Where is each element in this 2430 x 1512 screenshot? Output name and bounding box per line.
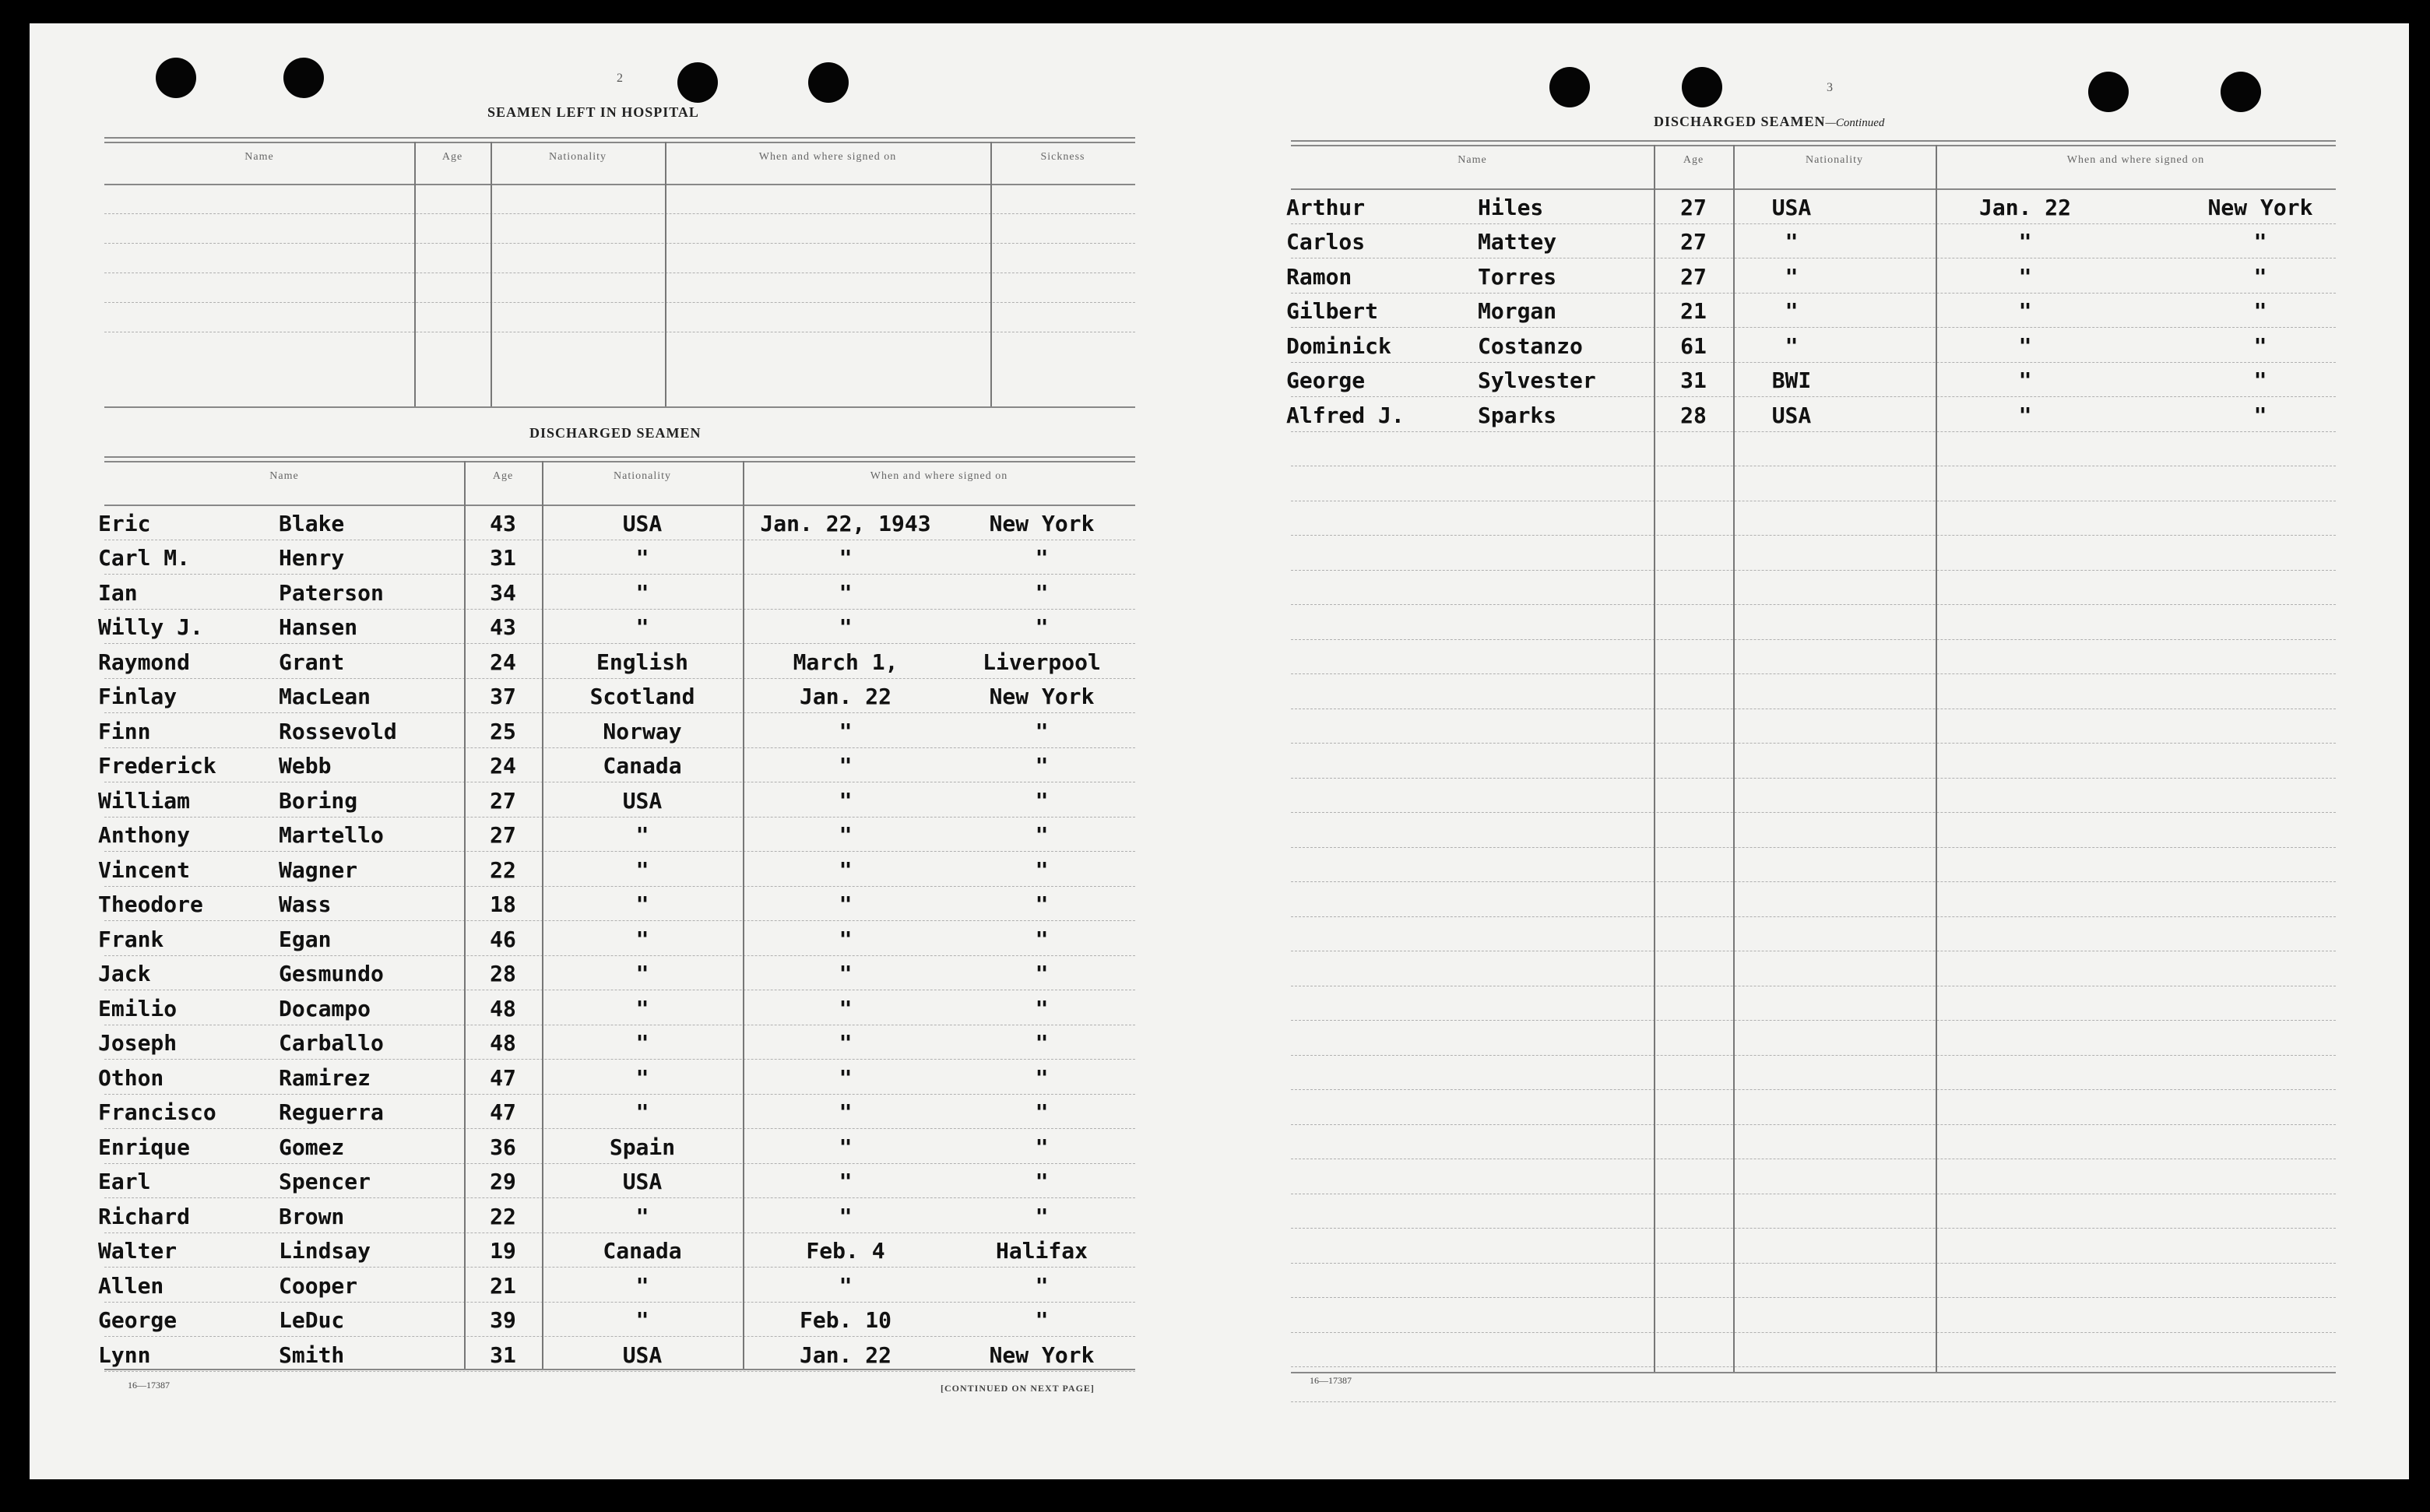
signed-on-date: " xyxy=(839,995,853,1021)
signed-on-date: " xyxy=(839,856,853,883)
signed-on-place: New York xyxy=(989,684,1095,709)
age: 24 xyxy=(490,649,516,675)
first-name: Francisco xyxy=(98,1099,216,1125)
column-line xyxy=(990,142,992,406)
last-name: Gesmundo xyxy=(279,961,384,986)
last-name: MacLean xyxy=(279,684,371,709)
signed-on-place: " xyxy=(1035,753,1049,779)
signed-on-date: " xyxy=(839,787,853,814)
age: 18 xyxy=(490,891,516,917)
table-rule xyxy=(104,505,1135,506)
signed-on-date: Jan. 22 xyxy=(799,684,891,709)
signed-on-place: " xyxy=(1035,1064,1049,1091)
column-header: Age xyxy=(492,470,514,482)
nationality: BWI xyxy=(1771,367,1812,393)
first-name: Anthony xyxy=(98,822,191,848)
first-name: Ian xyxy=(98,579,138,606)
signed-on-date: " xyxy=(839,1272,853,1299)
signed-on-place: " xyxy=(1035,822,1049,848)
age: 25 xyxy=(490,718,516,744)
table-rule xyxy=(1291,188,2336,190)
table-rule xyxy=(1291,145,2336,146)
nationality: " xyxy=(1785,298,1799,324)
nationality: Scotland xyxy=(589,684,695,709)
row-line xyxy=(104,609,1135,610)
last-name: Rossevold xyxy=(279,718,397,744)
row-line xyxy=(104,213,1135,214)
continued-note: [CONTINUED ON NEXT PAGE] xyxy=(941,1383,1095,1394)
signed-on-date: " xyxy=(839,1134,853,1160)
age: 47 xyxy=(490,1099,516,1125)
last-name: Egan xyxy=(279,926,332,952)
table-rule xyxy=(104,456,1135,458)
nationality: English xyxy=(596,649,688,675)
row-line xyxy=(1291,570,2336,571)
last-name: Carballo xyxy=(279,1030,384,1056)
form-number: 16—17387 xyxy=(1310,1375,1352,1386)
page-number: 2 xyxy=(617,72,623,85)
signed-on-date: " xyxy=(2018,332,2032,359)
first-name: Jack xyxy=(98,961,151,986)
signed-on-date: " xyxy=(839,614,853,640)
row-line xyxy=(1291,1263,2336,1264)
signed-on-date: " xyxy=(839,545,853,571)
nationality: " xyxy=(635,891,649,917)
first-name: Lynn xyxy=(98,1341,151,1368)
signed-on-date: " xyxy=(839,961,853,986)
last-name: Webb xyxy=(279,753,332,779)
signed-on-place: Halifax xyxy=(995,1238,1088,1264)
nationality: " xyxy=(635,1307,649,1333)
row-line xyxy=(1291,673,2336,674)
age: 27 xyxy=(1680,263,1707,290)
last-name: Hansen xyxy=(279,614,358,640)
column-header: Nationality xyxy=(1806,154,1863,166)
first-name: Willy J. xyxy=(98,614,203,640)
nationality: " xyxy=(635,1099,649,1125)
nationality: Spain xyxy=(609,1134,676,1160)
row-line xyxy=(1291,812,2336,813)
last-name: Sparks xyxy=(1478,402,1557,428)
signed-on-date: " xyxy=(2018,229,2032,255)
first-name: Finn xyxy=(98,718,151,744)
signed-on-date: " xyxy=(839,1030,853,1056)
signed-on-place: " xyxy=(1035,995,1049,1021)
first-name: William xyxy=(98,787,191,814)
last-name: Mattey xyxy=(1478,229,1557,255)
title-suffix: —Continued xyxy=(1825,117,1885,129)
row-line xyxy=(104,243,1135,244)
age: 43 xyxy=(490,614,516,640)
table-rule xyxy=(104,1369,1135,1370)
signed-on-date: " xyxy=(839,753,853,779)
row-line xyxy=(1291,1055,2336,1056)
age: 37 xyxy=(490,684,516,709)
nationality: USA xyxy=(1771,402,1812,428)
nationality: " xyxy=(635,822,649,848)
nationality: " xyxy=(635,856,649,883)
age: 28 xyxy=(490,961,516,986)
signed-on-place: New York xyxy=(989,1341,1095,1368)
row-line xyxy=(104,920,1135,921)
row-line xyxy=(1291,639,2336,640)
row-line xyxy=(1291,223,2336,224)
row-line xyxy=(1291,916,2336,917)
first-name: Ramon xyxy=(1286,263,1352,290)
signed-on-date: Feb. 4 xyxy=(806,1238,885,1264)
age: 31 xyxy=(1680,367,1707,393)
nationality: USA xyxy=(622,1341,663,1368)
first-name: Dominick xyxy=(1286,332,1391,359)
nationality: Canada xyxy=(603,753,682,779)
first-name: Alfred J. xyxy=(1286,402,1405,428)
row-line xyxy=(104,851,1135,852)
age: 22 xyxy=(490,1203,516,1229)
nationality: USA xyxy=(622,510,663,536)
first-name: Richard xyxy=(98,1203,191,1229)
row-line xyxy=(104,886,1135,887)
last-name: Brown xyxy=(279,1203,345,1229)
last-name: Torres xyxy=(1478,263,1557,290)
last-name: Henry xyxy=(279,545,345,571)
row-line xyxy=(1291,535,2336,536)
signed-on-date: " xyxy=(2018,402,2032,428)
nationality: " xyxy=(635,961,649,986)
row-line xyxy=(1291,1297,2336,1298)
age: 31 xyxy=(490,1341,516,1368)
signed-on-date: March 1, xyxy=(793,649,899,675)
signed-on-place: " xyxy=(1035,1134,1049,1160)
first-name: Enrique xyxy=(98,1134,191,1160)
row-line xyxy=(104,1197,1135,1198)
signed-on-place: " xyxy=(1035,1030,1049,1056)
row-line xyxy=(104,1128,1135,1129)
table-rule xyxy=(104,142,1135,143)
first-name: George xyxy=(98,1307,178,1333)
signed-on-place: " xyxy=(1035,856,1049,883)
last-name: Martello xyxy=(279,822,384,848)
signed-on-place: " xyxy=(1035,1272,1049,1299)
signed-on-date: " xyxy=(839,1064,853,1091)
column-line xyxy=(414,142,416,406)
nationality: Norway xyxy=(603,718,682,744)
nationality: " xyxy=(1785,229,1799,255)
last-name: Grant xyxy=(279,649,345,675)
table-rule xyxy=(1291,140,2336,142)
age: 27 xyxy=(1680,194,1707,220)
age: 36 xyxy=(490,1134,516,1160)
row-line xyxy=(1291,1124,2336,1125)
column-header: Name xyxy=(269,470,299,482)
column-line xyxy=(491,142,492,406)
column-header: Nationality xyxy=(549,151,607,163)
signed-on-place: " xyxy=(1035,787,1049,814)
row-line xyxy=(104,712,1135,713)
row-line xyxy=(104,678,1135,679)
last-name: Costanzo xyxy=(1478,332,1583,359)
age: 27 xyxy=(490,787,516,814)
table-rule xyxy=(104,184,1135,185)
hospital-title: SEAMEN LEFT IN HOSPITAL xyxy=(487,104,699,120)
signed-on-date: " xyxy=(839,926,853,952)
age: 43 xyxy=(490,510,516,536)
table-rule xyxy=(104,461,1135,462)
signed-on-place: " xyxy=(2253,332,2267,359)
signed-on-date: Feb. 10 xyxy=(799,1307,891,1333)
signed-on-place: " xyxy=(1035,1169,1049,1194)
first-name: Finlay xyxy=(98,684,178,709)
row-line xyxy=(104,643,1135,644)
punch-hole xyxy=(1549,67,1590,107)
last-name: LeDuc xyxy=(279,1307,345,1333)
column-header: When and where signed on xyxy=(758,151,897,163)
first-name: Joseph xyxy=(98,1030,178,1056)
first-name: Arthur xyxy=(1286,194,1366,220)
punch-hole xyxy=(283,58,324,98)
column-header: Sickness xyxy=(1040,151,1085,163)
first-name: Eric xyxy=(98,510,151,536)
signed-on-place: " xyxy=(2253,402,2267,428)
nationality: " xyxy=(1785,263,1799,290)
age: 61 xyxy=(1680,332,1707,359)
table-rule xyxy=(1291,1372,2336,1373)
first-name: Frederick xyxy=(98,753,216,779)
age: 48 xyxy=(490,1030,516,1056)
punch-hole xyxy=(2088,72,2129,112)
row-line xyxy=(1291,327,2336,328)
nationality: " xyxy=(635,1203,649,1229)
last-name: Sylvester xyxy=(1478,367,1596,393)
row-line xyxy=(1291,604,2336,605)
row-line xyxy=(1291,1332,2336,1333)
title-text: DISCHARGED SEAMEN xyxy=(1654,114,1826,129)
table-rule xyxy=(104,137,1135,139)
signed-on-date: " xyxy=(839,891,853,917)
first-name: Raymond xyxy=(98,649,191,675)
age: 21 xyxy=(1680,298,1707,324)
last-name: Wagner xyxy=(279,856,358,883)
last-name: Smith xyxy=(279,1341,345,1368)
nationality: " xyxy=(635,1064,649,1091)
row-line xyxy=(104,1371,1135,1372)
age: 21 xyxy=(490,1272,516,1299)
signed-on-place: " xyxy=(2253,263,2267,290)
signed-on-date: Jan. 22 xyxy=(799,1341,891,1368)
age: 22 xyxy=(490,856,516,883)
age: 24 xyxy=(490,753,516,779)
signed-on-place: " xyxy=(1035,579,1049,606)
signed-on-date: " xyxy=(839,579,853,606)
nationality: " xyxy=(635,1272,649,1299)
last-name: Spencer xyxy=(279,1169,371,1194)
last-name: Boring xyxy=(279,787,358,814)
signed-on-place: " xyxy=(1035,961,1049,986)
last-name: Gomez xyxy=(279,1134,345,1160)
first-name: Carl M. xyxy=(98,545,191,571)
last-name: Docampo xyxy=(279,995,371,1021)
first-name: Theodore xyxy=(98,891,203,917)
last-name: Wass xyxy=(279,891,332,917)
column-header: Name xyxy=(1458,154,1487,166)
age: 39 xyxy=(490,1307,516,1333)
signed-on-date: " xyxy=(2018,367,2032,393)
row-line xyxy=(104,1163,1135,1164)
column-header: Age xyxy=(1683,154,1704,166)
last-name: Lindsay xyxy=(279,1238,371,1264)
first-name: Frank xyxy=(98,926,164,952)
row-line xyxy=(1291,881,2336,882)
form-number: 16—17387 xyxy=(128,1380,170,1391)
row-line xyxy=(1291,1401,2336,1402)
signed-on-place: " xyxy=(1035,614,1049,640)
signed-on-date: " xyxy=(839,718,853,744)
signed-on-place: " xyxy=(1035,1203,1049,1229)
punch-hole xyxy=(2221,72,2261,112)
row-line xyxy=(1291,743,2336,744)
signed-on-place: " xyxy=(2253,367,2267,393)
column-header: When and where signed on xyxy=(2066,154,2205,166)
first-name: Gilbert xyxy=(1286,298,1379,324)
row-line xyxy=(104,1094,1135,1095)
signed-on-date: Jan. 22, 1943 xyxy=(760,510,931,536)
nationality: USA xyxy=(622,1169,663,1194)
nationality: USA xyxy=(1771,194,1812,220)
row-line xyxy=(104,1059,1135,1060)
nationality: " xyxy=(635,579,649,606)
row-line xyxy=(104,302,1135,303)
nationality: USA xyxy=(622,787,663,814)
row-line xyxy=(104,574,1135,575)
signed-on-date: " xyxy=(839,1203,853,1229)
signed-on-place: New York xyxy=(2207,194,2313,220)
signed-on-place: " xyxy=(1035,1099,1049,1125)
column-header: Nationality xyxy=(614,470,671,482)
nationality: " xyxy=(635,545,649,571)
last-name: Blake xyxy=(279,510,345,536)
column-header: Name xyxy=(244,151,274,163)
age: 47 xyxy=(490,1064,516,1091)
age: 27 xyxy=(490,822,516,848)
last-name: Morgan xyxy=(1478,298,1557,324)
age: 34 xyxy=(490,579,516,606)
nationality: " xyxy=(1785,332,1799,359)
column-line xyxy=(665,142,666,406)
signed-on-date: " xyxy=(2018,263,2032,290)
row-line xyxy=(104,1302,1135,1303)
punch-hole xyxy=(156,58,196,98)
document-sheet xyxy=(30,23,2409,1479)
signed-on-place: " xyxy=(1035,545,1049,571)
discharged-continued-title xyxy=(1654,114,1884,130)
row-line xyxy=(104,1232,1135,1233)
nationality: " xyxy=(635,995,649,1021)
last-name: Cooper xyxy=(279,1272,358,1299)
signed-on-place: " xyxy=(1035,926,1049,952)
row-line xyxy=(1291,847,2336,848)
nationality: Canada xyxy=(603,1238,682,1264)
first-name: George xyxy=(1286,367,1366,393)
age: 46 xyxy=(490,926,516,952)
punch-hole xyxy=(808,62,849,103)
age: 31 xyxy=(490,545,516,571)
signed-on-place: " xyxy=(2253,298,2267,324)
signed-on-date: " xyxy=(839,1169,853,1194)
first-name: Earl xyxy=(98,1169,151,1194)
signed-on-place: " xyxy=(1035,1307,1049,1333)
row-line xyxy=(104,817,1135,818)
nationality: " xyxy=(635,614,649,640)
row-line xyxy=(104,747,1135,748)
first-name: Carlos xyxy=(1286,229,1366,255)
last-name: Hiles xyxy=(1478,194,1544,220)
nationality: " xyxy=(635,926,649,952)
signed-on-place: " xyxy=(1035,891,1049,917)
signed-on-date: Jan. 22 xyxy=(1978,194,2071,220)
age: 48 xyxy=(490,995,516,1021)
last-name: Ramirez xyxy=(279,1064,371,1091)
row-line xyxy=(1291,778,2336,779)
row-line xyxy=(1291,293,2336,294)
first-name: Vincent xyxy=(98,856,191,883)
signed-on-date: " xyxy=(839,1099,853,1125)
first-name: Emilio xyxy=(98,995,178,1021)
column-header: Age xyxy=(441,151,463,163)
last-name: Paterson xyxy=(279,579,384,606)
page-number: 3 xyxy=(1827,81,1833,94)
column-line xyxy=(1733,145,1735,1372)
nationality: " xyxy=(635,1030,649,1056)
row-line xyxy=(104,1267,1135,1268)
signed-on-date: " xyxy=(2018,298,2032,324)
table-rule xyxy=(104,406,1135,408)
column-line xyxy=(1654,145,1655,1372)
age: 27 xyxy=(1680,229,1707,255)
row-line xyxy=(1291,362,2336,363)
row-line xyxy=(1291,1089,2336,1090)
signed-on-place: " xyxy=(2253,229,2267,255)
last-name: Reguerra xyxy=(279,1099,384,1125)
first-name: Allen xyxy=(98,1272,164,1299)
column-header: When and where signed on xyxy=(870,470,1008,482)
signed-on-place: Liverpool xyxy=(983,649,1101,675)
age: 28 xyxy=(1680,402,1707,428)
row-line xyxy=(1291,1020,2336,1021)
signed-on-place: New York xyxy=(989,510,1095,536)
first-name: Othon xyxy=(98,1064,164,1091)
signed-on-place: " xyxy=(1035,718,1049,744)
row-line xyxy=(1291,1366,2336,1367)
age: 19 xyxy=(490,1238,516,1264)
punch-hole xyxy=(1682,67,1722,107)
punch-hole xyxy=(677,62,718,103)
row-line xyxy=(1291,431,2336,432)
age: 29 xyxy=(490,1169,516,1194)
row-line xyxy=(104,955,1135,956)
discharged-title: DISCHARGED SEAMEN xyxy=(529,425,702,441)
row-line xyxy=(104,1336,1135,1337)
column-line xyxy=(1936,145,1937,1372)
row-line xyxy=(1291,396,2336,397)
signed-on-date: " xyxy=(839,822,853,848)
row-line xyxy=(1291,1228,2336,1229)
first-name: Walter xyxy=(98,1238,178,1264)
